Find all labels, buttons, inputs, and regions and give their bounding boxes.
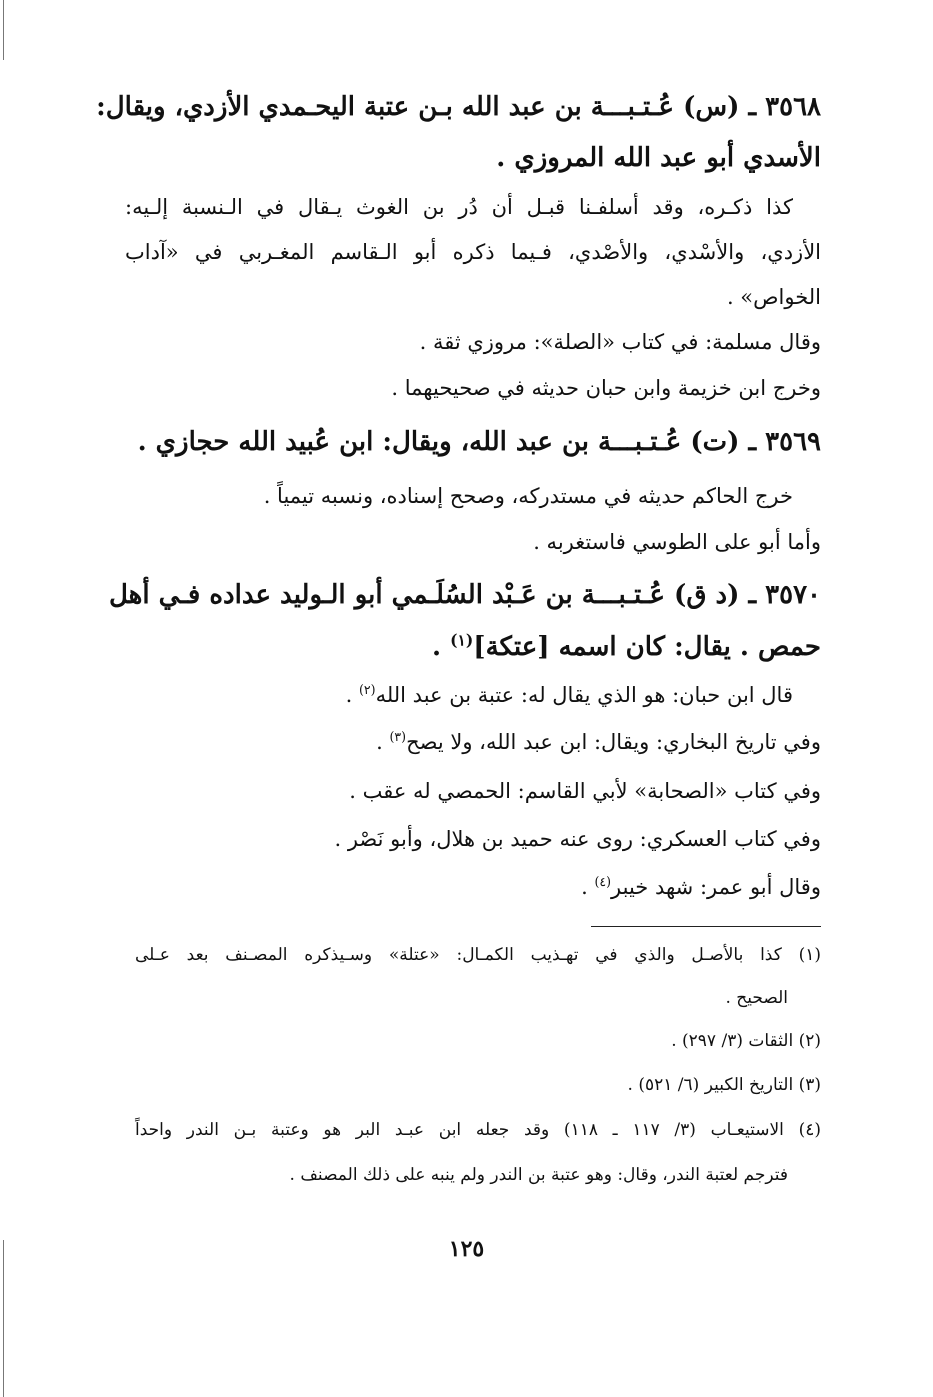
entry-text: الخواص» . [726, 285, 821, 309]
entry-text [376, 730, 821, 754]
entry-text [349, 779, 821, 803]
entry-text: الأزدي، والأسْدي، والأصْدي، فـيما ذكره أبو الـقاسم المغـربي في «آداب [125, 240, 821, 264]
footnote: الصحيح . [725, 988, 788, 1008]
scan-edge-mark [3, 1240, 4, 1397]
footnote-ref: (٤) [594, 874, 612, 889]
entry-heading: ٣٥٦٩ ـ (ت) عُـتـبـــة بن عبد الله، ويقال: ابن عُبيد الله حجازي . [137, 427, 821, 457]
heading-text: حمص . يقال: كان اسمه [عتكة] [473, 632, 821, 662]
page-number: ١٢٥ [448, 1236, 485, 1262]
entry-text [334, 827, 821, 851]
footnote-ref: (٢) [358, 682, 376, 697]
heading-end: . [432, 632, 451, 662]
line-end: . [376, 730, 390, 754]
line-end: . [345, 683, 359, 707]
footnote-separator [591, 926, 821, 927]
footnote: فترجم لعتبة الندر، وقال: وهو عتبة بن الندر ولم ينبه على ذلك المصنف . [289, 1165, 788, 1185]
entry-text [346, 683, 793, 707]
entry-text: كذا ذكـره، وقد أسلفـنا قبـل أن دُر بن الغوث يـقال في الـنسبة إلـيه: [125, 195, 793, 219]
scan-edge-mark [3, 0, 4, 60]
entry-text [581, 875, 821, 899]
footnote-ref: (٣) [389, 729, 407, 744]
entry-heading: الأسدي أبو عبد الله المروزي . [496, 143, 821, 173]
entry-heading [432, 632, 821, 662]
footnote: (٢) الثقات (٣/ ٢٩٧) . [671, 1031, 821, 1051]
line-text: وفي تاريخ البخاري: ويقال: ابن عبد الله، ولا يصح [406, 730, 821, 754]
footnote: (٤) الاستيعـاب (٣/ ١١٧ ـ ١١٨) وقد جعله ابن عبـد البر هو وعتبة بـن الندر واحداً [135, 1120, 821, 1140]
line-text: قال ابن حبان: هو الذي يقال له: عتبة بن عبد الله [375, 683, 793, 707]
entry-text: وقال مسلمة: في كتاب «الصلة»: مروزي ثقة . [419, 330, 821, 354]
line-text: وفي كتاب العسكري: روى عنه حميد بن هلال، وأبو نَصْر . [334, 827, 821, 851]
footnote: (٣) التاريخ الكبير (٦/ ٥٢١) . [627, 1075, 821, 1095]
entry-text: وأما أبو على الطوسي فاستغربه . [533, 530, 821, 554]
line-end: . [581, 875, 595, 899]
entry-heading: ٣٥٦٨ ـ (س) عُـتـبـــة بن عبد الله بـن عتبة اليحـمدي الأزدي، ويقال: [96, 92, 821, 122]
footnote-ref: (١) [450, 630, 474, 650]
line-text: وفي كتاب «الصحابة» لأبي القاسم: الحمصي له عقب . [349, 779, 821, 803]
entry-text: وخرج ابن خزيمة وابن حبان حديثه في صحيحيهما . [391, 376, 821, 400]
line-text: وقال أبو عمر: شهد خيبر [611, 875, 821, 899]
entry-text: خرج الحاكم حديثه في مستدركه، وصحح إسناده، ونسبه تيمياً . [263, 484, 793, 508]
footnote: (١) كذا بالأصـل والذي في تهـذيب الكمـال: «عتلة» وسـيذكره المصـنف بعد عـلى [135, 945, 821, 965]
entry-heading: ٣٥٧٠ ـ (د ق) عُـتـبـــة بن عَـبْد السُلَـمي أبو الـوليد عداده فـي أهل [108, 580, 821, 610]
